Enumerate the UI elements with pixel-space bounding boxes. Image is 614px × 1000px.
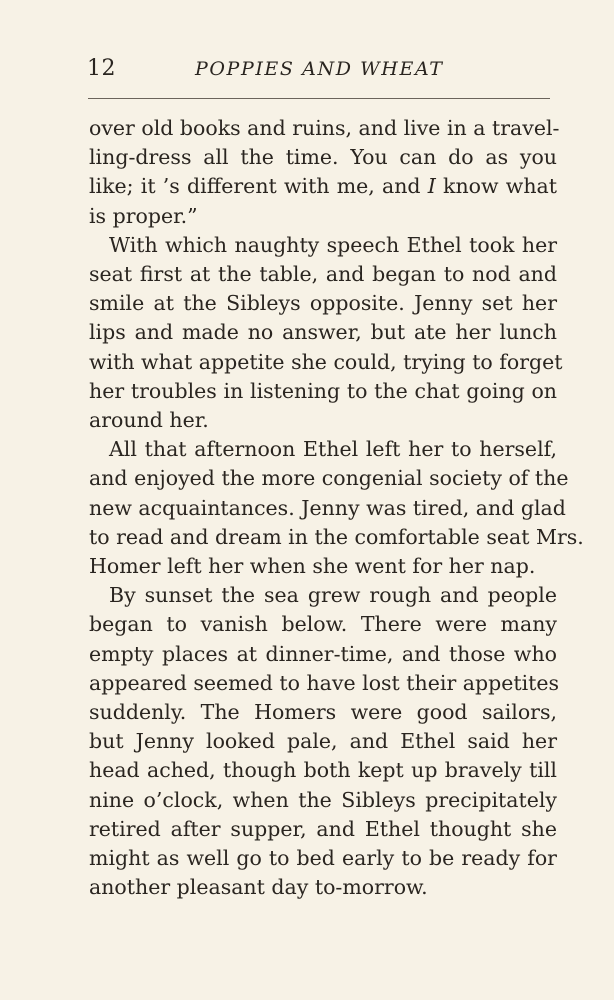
italic-emphasis: I bbox=[427, 174, 436, 199]
text-line: suddenly. The Homers were good sailors, bbox=[89, 700, 557, 724]
running-title: POPPIES AND WHEAT bbox=[195, 58, 444, 80]
text-line: but Jenny looked pale, and Ethel said her bbox=[89, 729, 557, 754]
text-line: head ached, though both kept up bravely till bbox=[89, 758, 557, 783]
text-line: empty places at dinner-time, and those who bbox=[89, 641, 557, 666]
text-line: around her. bbox=[89, 408, 209, 432]
text-line: Homer left her when she went for her nap. bbox=[89, 554, 536, 578]
text-line: By sunset the sea grew rough and people bbox=[109, 583, 557, 608]
text-line: smile at the Sibleys opposite. Jenny set her bbox=[89, 291, 557, 316]
text-line: over old books and ruins, and live in a travel- bbox=[89, 116, 560, 140]
text-line: appeared seemed to have lost their appetites bbox=[89, 670, 560, 695]
text-line: All that afternoon Ethel left her to herself, bbox=[109, 437, 557, 462]
text-line: to read and dream in the comfortable seat Mrs. bbox=[89, 524, 584, 549]
text-line: her troubles in listening to the chat going on bbox=[89, 378, 557, 403]
text-line: is proper.” bbox=[89, 203, 198, 228]
text-line: nine o’clock, when the Sibleys precipitately bbox=[89, 787, 557, 812]
text-line: and enjoyed the more congenial society of the bbox=[89, 466, 569, 491]
text-line: seat first at the table, and began to nod and bbox=[89, 262, 557, 286]
text-line: With which naughty speech Ethel took her bbox=[109, 232, 557, 257]
text-line: like; it ’s different with me, and I know what bbox=[89, 174, 557, 199]
text-line: new acquaintances. Jenny was tired, and glad bbox=[89, 495, 566, 520]
text-line: ling-dress all the time. You can do as you bbox=[89, 145, 557, 170]
text-line: another pleasant day to-morrow. bbox=[89, 875, 428, 900]
text-line: might as well go to bed early to be ready for bbox=[89, 846, 557, 870]
text-line: with what appetite she could, trying to forget bbox=[89, 349, 563, 374]
text-line: retired after supper, and Ethel thought she bbox=[89, 816, 557, 841]
page-number: 12 bbox=[87, 56, 116, 81]
text-line: lips and made no answer, but ate her lunch bbox=[89, 320, 557, 345]
header-rule bbox=[88, 98, 550, 99]
text-line: began to vanish below. There were many bbox=[89, 612, 557, 637]
